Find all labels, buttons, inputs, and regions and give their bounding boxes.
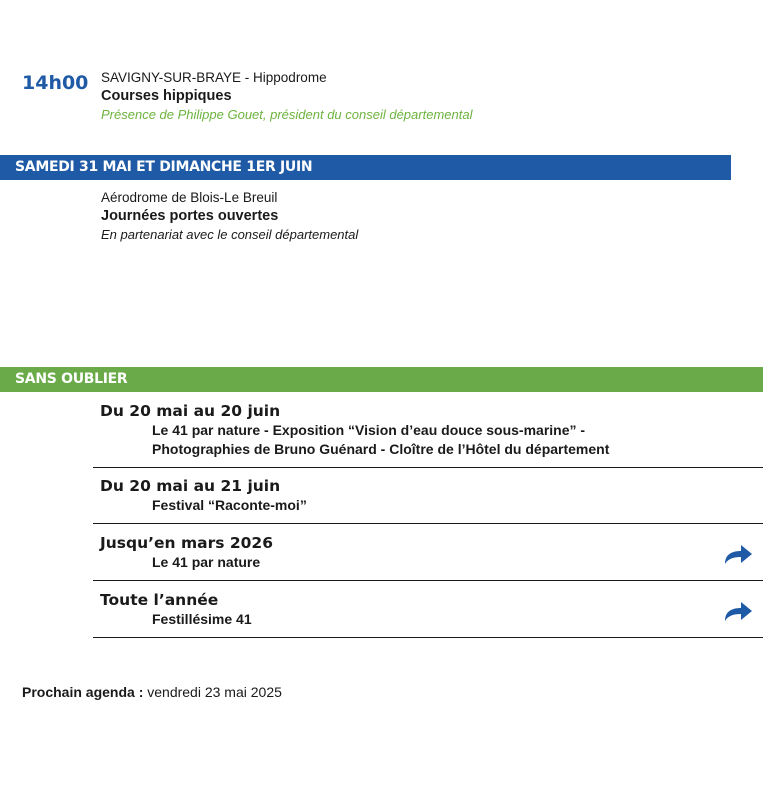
reminder-dates: Du 20 mai au 21 juin: [100, 477, 281, 495]
next-agenda: [22, 684, 282, 700]
reminders-list: [93, 398, 763, 638]
event-note: En partenariat avec le conseil départemental: [101, 227, 359, 242]
event-time: 14h00: [22, 72, 89, 94]
section-heading-weekend: SAMEDI 31 MAI ET DIMANCHE 1ER JUIN: [0, 155, 731, 180]
share-arrow-icon[interactable]: [723, 543, 753, 565]
share-arrow-icon[interactable]: [723, 600, 753, 622]
reminder-dates: Jusqu’en mars 2026: [100, 534, 274, 552]
next-agenda-date: vendredi 23 mai 2025: [147, 684, 282, 700]
event-note: Présence de Philippe Gouet, président du conseil départemental: [101, 107, 473, 122]
reminder-description-line2: Photographies de Bruno Guénard - Cloître de l’Hôtel du département: [152, 441, 610, 457]
next-agenda-label: Prochain agenda :: [22, 684, 144, 700]
event-title: Journées portes ouvertes: [101, 208, 279, 224]
reminder-dates: Toute l’année: [100, 591, 219, 609]
list-item: [93, 398, 763, 468]
event-location: SAVIGNY-SUR-BRAYE - Hippodrome: [101, 70, 327, 85]
reminder-dates: Du 20 mai au 20 juin: [100, 402, 281, 420]
reminder-description: Le 41 par nature - Exposition “Vision d’eau douce sous-marine” -: [152, 422, 586, 438]
event-details: [101, 69, 472, 124]
event-hippodrome: [0, 66, 773, 126]
section-heading-reminders: SANS OUBLIER: [0, 367, 763, 392]
list-item: [93, 581, 763, 638]
reminder-description: Le 41 par nature: [152, 554, 261, 570]
event-open-days: [101, 189, 358, 244]
event-location: Aérodrome de Blois-Le Breuil: [101, 190, 278, 205]
event-title: Courses hippiques: [101, 88, 232, 104]
reminder-description: Festival “Raconte-moi”: [152, 497, 307, 513]
list-item: [93, 468, 763, 524]
reminder-description: Festillésime 41: [152, 611, 252, 627]
list-item: [93, 524, 763, 581]
